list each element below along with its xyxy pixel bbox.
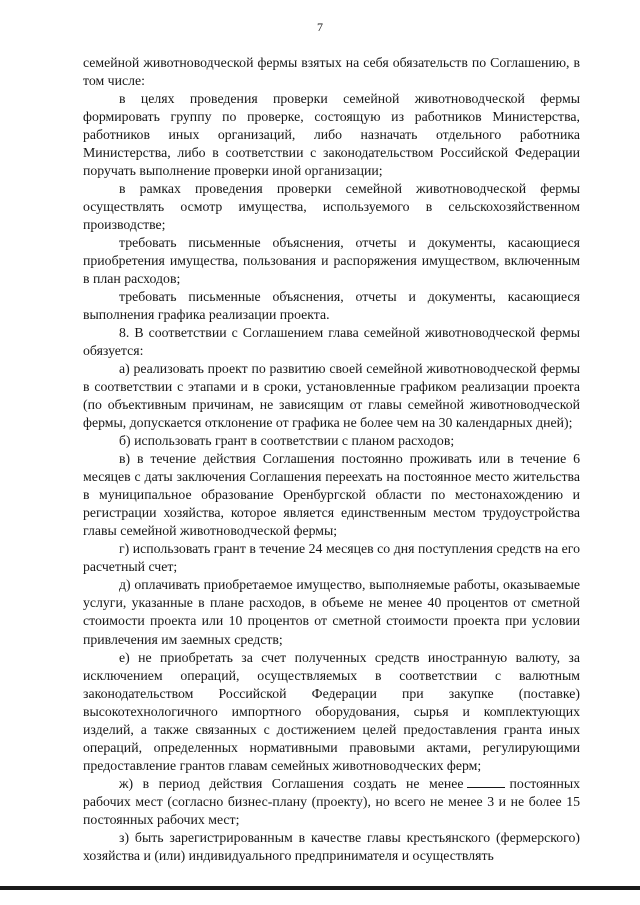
document-body [83, 54, 580, 865]
item-zh-text-before: ж) в период действия Соглашения создать не менее [119, 775, 464, 791]
paragraph-item-b: б) использовать грант в соответствии с планом расходов; [119, 433, 455, 449]
item-zh-text-after: постоянных рабочих мест (согласно бизнес-плану (проекту), но всего не менее 3 и не более 15 постоянных рабочих мест; [83, 775, 580, 827]
bottom-scan-border [0, 886, 640, 890]
paragraph-item-g: г) использовать грант в течение 24 месяцев со дня поступления средств на его расчетный счет; [83, 541, 580, 575]
paragraph-item-e: е) не приобретать за счет полученных средств иностранную валюту, за исключением операций, осуществляемых в соответствии с валютным законодательством Российской Федерации при закупке (поставке) высокотехнологичного импортного оборудования, сырья и комплектующих изделий, а также связанных с достижением целей предоставления гранта иных операций, определенных нормативными правовыми актами, регулирующими предоставление грантов главам семейных животноводческих ферм; [83, 649, 580, 773]
paragraph-item-z: з) быть зарегистрированным в качестве главы крестьянского (фермерского) хозяйства и (или) индивидуального предпринимателя и осуществлять [83, 829, 580, 863]
paragraph-explanations-property: требовать письменные объяснения, отчеты и документы, касающиеся приобретения имущества, пользования и распоряжения имуществом, включенным в план расходов; [83, 235, 580, 287]
paragraph-item-a: а) реализовать проект по развитию своей семейной животноводческой фермы в соответствии с этапами и в сроки, установленные графиком реализации проекта (по объективным причинам, не зависящим от главы семейной животноводческой фермы, допускается отклонение от графика не более чем на 30 календарных дней); [83, 361, 580, 431]
paragraph-explanations-schedule: требовать письменные объяснения, отчеты и документы, касающиеся выполнения графика реализации проекта. [83, 289, 580, 323]
paragraph-item-v: в) в течение действия Соглашения постоянно проживать или в течение 6 месяцев с даты заключения Соглашения переехать на постоянное место жительства в муниципальное образование Оренбургской области по местонахождению и регистрации хозяйства, которое является единственным местом трудоустройства главы семейной животноводческой фермы; [83, 451, 580, 539]
paragraph-clause-8: 8. В соответствии с Соглашением глава семейной животноводческой фермы обязуется: [83, 325, 580, 359]
paragraph-inspection: в рамках проведения проверки семейной животноводческой фермы осуществлять осмотр имущества, используемого в сельскохозяйственном производстве; [83, 181, 580, 233]
blank-field-underline [467, 775, 505, 788]
paragraph-continuation: семейной животноводческой фермы взятых на себя обязательств по Соглашению, в том числе: [83, 55, 580, 89]
paragraph-item-d: д) оплачивать приобретаемое имущество, выполняемые работы, оказываемые услуги, указанные в плане расходов, в объеме не менее 40 процентов от сметной стоимости проекта или 10 процентов от сметной стоимости проекта при условии привлечения им заемных средств; [83, 577, 580, 647]
page-number: 7 [317, 20, 323, 34]
paragraph-group-formation: в целях проведения проверки семейной животноводческой фермы формировать группу по проверке, состоящую из работников Министерства, работников иных организаций, либо назначать отдельного работника Министерства, либо в соответствии с законодательством Российской Федерации поручать выполнение проверки иной организации; [83, 91, 580, 179]
paragraph-item-zh [83, 775, 580, 829]
